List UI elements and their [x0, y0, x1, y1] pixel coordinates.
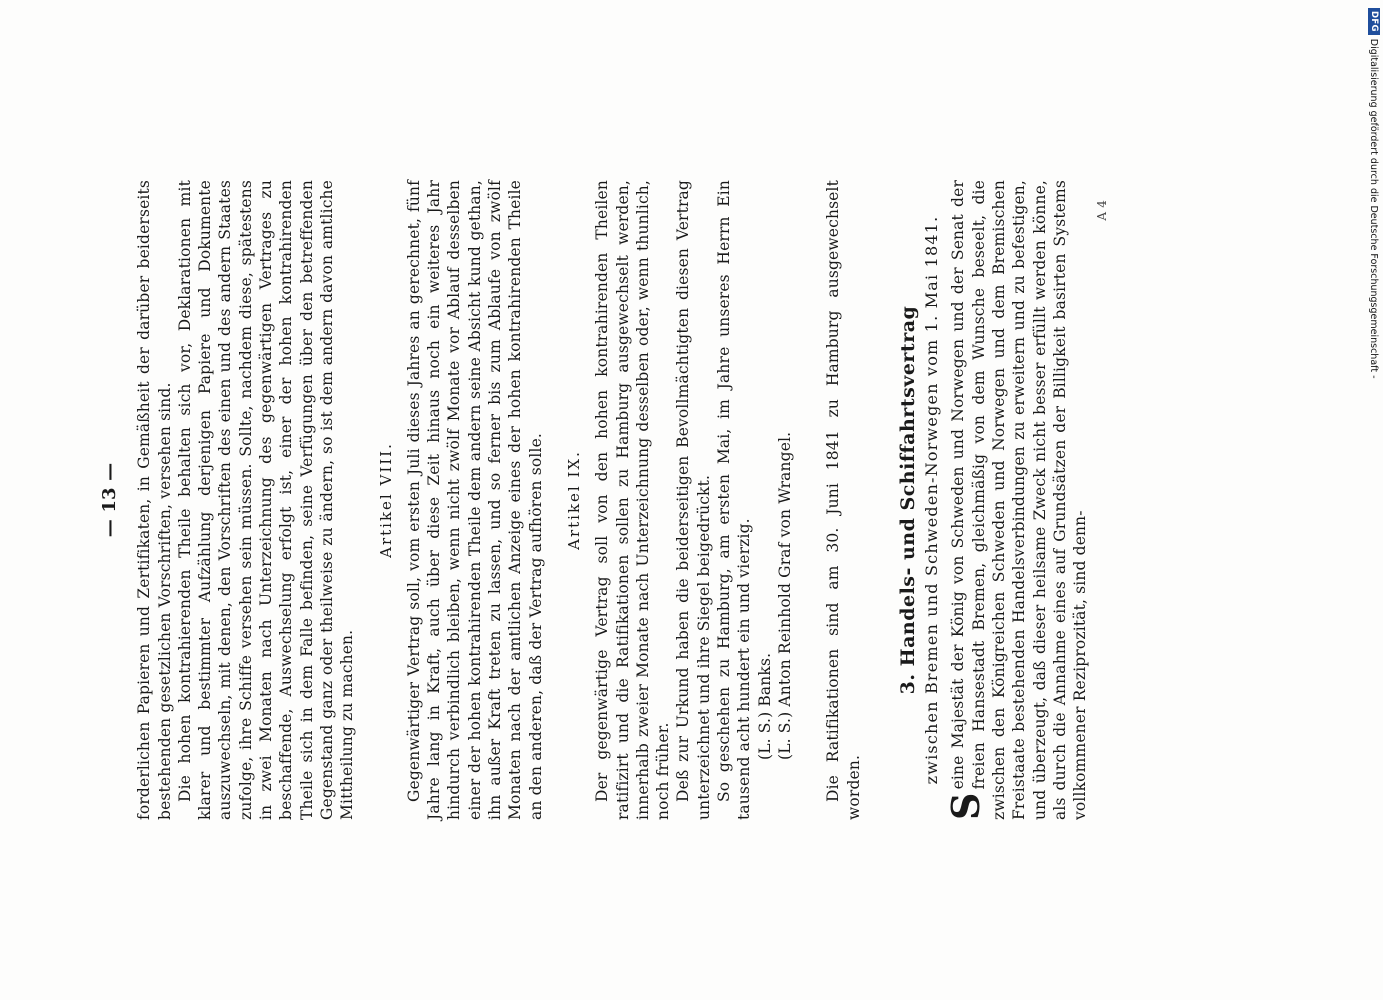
article-9-text-seal: Deß zur Urkund haben die beiderseitigen Bevollmächtigten diesen Vertrag unterzeichnet und ihre Siegel beigedrückt. — [674, 180, 713, 820]
dfg-logo: DFG — [1368, 8, 1380, 35]
article-9-text-signed: So geschehen zu Hamburg, am ersten Mai, im Jahre unseres Herrn Ein tausend acht hundert ein und vierzig. — [715, 180, 754, 820]
sheet-signature-mark: A 4 — [1095, 200, 1110, 221]
dfg-credit-text: Digitalisierung gefördert durch die Deutsche Forschungsgemeinschaft - — [1368, 38, 1380, 379]
signature-wrangel: (L. S.) Anton Reinhold Graf von Wrangel. — [775, 431, 794, 760]
treaty-subtitle: zwischen Bremen und Schweden-Norwegen vom 1. Mai 1841. — [922, 215, 942, 785]
treaty-title: 3. Handels- und Schiffahrtsvertrag — [896, 305, 919, 695]
signature-banks: (L. S.) Banks. — [755, 652, 774, 760]
drop-cap-letter: S — [943, 792, 989, 820]
page-content — [100, 180, 1113, 820]
ratification-note: Die Ratifikationen sind am 30. Juni 1841 zu Hamburg ausgewechselt worden. — [824, 180, 863, 820]
treaty-preamble-text: eine Majestät der König von Schweden und Norwegen und der Senat der freien Hansestadt Bremen, gleichmäßig von dem Wunsche beseelt, die zwischen den Königreichen Schweden und Norwegen und dem Bremischen Freistaate bestehenden Handelsverbindungen zu erweitern und zu befestigen, und überzeugt, daß dieser heilsame Zweck nicht besser erfüllt werden könne, als durch die Annahme eines auf Grundsätzen der Billigkeit basirten Systems vollkommener Reziprozität, sind denn- — [949, 180, 1090, 820]
article-9-heading: Artikel IX. — [564, 450, 583, 550]
dfg-credit-strip — [1363, 8, 1383, 408]
treaty-preamble — [943, 180, 1090, 820]
article-9-text-ratification: Der gegenwärtige Vertrag soll von den hohen kontrahirenden Theilen ratifizirt und die Ratifikationen sollen zu Hamburg ausgewechselt werden, innerhalb zweier Monate nach Unterzeichnung desselben oder, wenn thunlich, noch früher. — [593, 180, 673, 820]
article-8-heading: Artikel VIII. — [376, 442, 395, 558]
article-8-text: Gegenwärtiger Vertrag soll, vom ersten Juli dieses Jahres an gerechnet, fünf Jahre lang in Kraft, auch über diese Zeit hinaus noch ein weiteres Jahr hindurch verbindlich bleiben, wenn nicht zwölf Monate vor Ablauf desselben einer der hohen kontrahirenden Theile dem andern seine Absicht kund gethan, ihn außer Kraft treten zu lassen, und so ferner bis zum Ablaufe von zwölf Monaten nach der amtlichen Anzeige eines der hohen kontrahirenden Theile an den anderen, daß der Vertrag aufhören solle. — [404, 180, 545, 820]
paragraph-continuation: forderlichen Papieren und Zertifikaten, in Gemäßheit der darüber beiderseits bestehenden gesetzlichen Vorschriften, versehen sind. — [135, 180, 174, 820]
page-number: — 13 — — [99, 462, 120, 538]
paragraph-declarations: Die hohen kontrahierenden Theile behalten sich vor, Deklarationen mit klarer und bestimmter Aufzählung derjenigen Papiere und Dokumente auszuwechseln, mit denen, den Vorschriften des einen und des andern Staates zufolge, ihre Schiffe versehen sein müssen. Sollte, nachdem diese, spätestens in zwei Monaten nach Unterzeichnung des gegenwärtigen Vertrages zu beschaffende, Auswechselung erfolgt ist, einer der hohen kontrahirenden Theile sich in dem Falle befinden, seine Verfügungen über den betreffenden Gegenstand ganz oder theilweise zu ändern, so ist dem andern davon amtliche Mittheilung zu machen. — [175, 180, 357, 820]
